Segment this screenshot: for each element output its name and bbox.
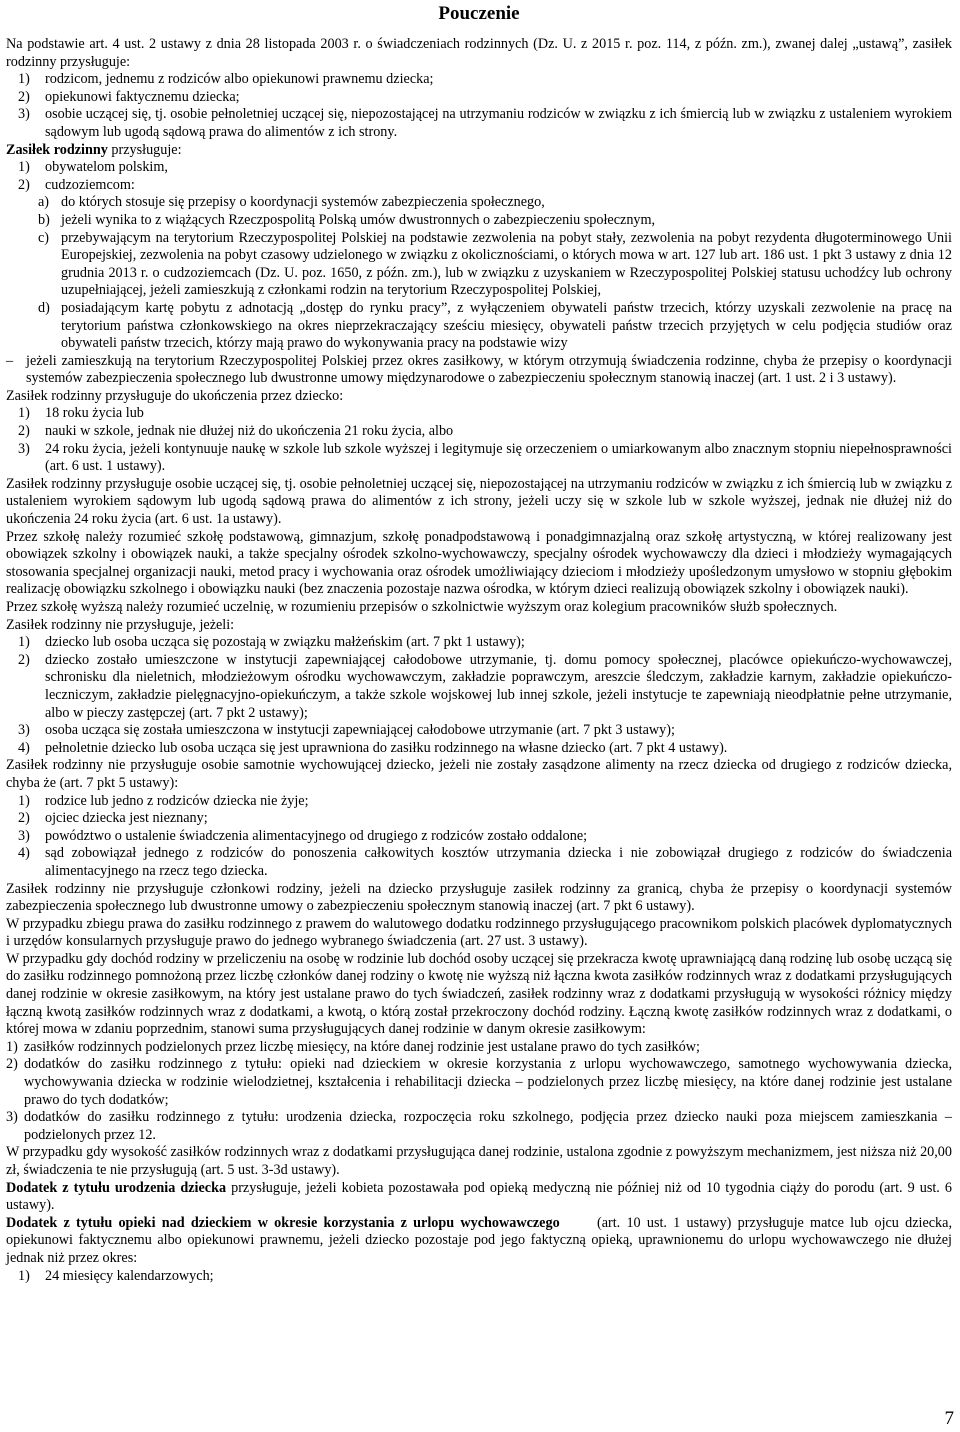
list-item-text: zasiłków rodzinnych podzielonych przez liczbę miesięcy, na które danej rodzinie jest ustalane prawo do tych zasiłków; <box>24 1038 700 1055</box>
list-item <box>6 423 952 441</box>
list-item-text: dodatków do zasiłku rodzinnego z tytułu: opieki nad dzieckiem w okresie korzystania z urlopu wychowawczego, samotnego wychowywania dziecka, wychowywania dziecka w rodzinie wielodzietnej, kształcenia i rehabilitacji dziecka – podzielonych przez liczbę miesięcy, na które danej rodzinie jest ustalane prawo do tych dodatków; <box>24 1056 952 1108</box>
list-item-text: dodatków do zasiłku rodzinnego z tytułu: urodzenia dziecka, rozpoczęcia roku szkolnego, podjęcia przez dziecko nauki poza miejscem zamieszkania – podzielonych przez 12. <box>24 1109 952 1143</box>
list-item-text: przebywającym na terytorium Rzeczypospolitej Polskiej na podstawie zezwolenia na pobyt stały, zezwolenia na pobyt rezydenta długoterminowego Unii Europejskiej, zezwolenia na pobyt czasowy udzielonego w związku z okolicznościami, o których mowa w art. 127 lub art. 186 ust. 1 pkt 3 ustawy z dnia 12 grudnia 2013 r. o cudzoziemcach (Dz. U. poz. 1650, z późn. zm.), lub w związku z uzyskaniem w Rzeczypospolitej Polskiej statusu uchodźcy lub ochrony uzupełniającej, jeżeli zamieszkują z członkami rodzin na terytorium Rzeczypospolitej Polskiej, <box>61 229 952 299</box>
dash-text: jeżeli zamieszkują na terytorium Rzeczypospolitej Polskiej przez okres zasiłkowy, w którym otrzymują świadczenia rodzinne, chyba że przepisy o koordynacji systemów zabezpieczenia społecznego lub dwustronne umowy międzynarodowe o zabezpieczeniu społecznym stanowią inaczej (art. 1 ust. 2 i 3 ustawy). <box>26 352 952 387</box>
list-item-text: jeżeli wynika to z wiążących Rzeczpospolitą Polską umów dwustronnych o zabezpieczeniu społecznym, <box>61 211 656 228</box>
paragraph-minimum-amount: W przypadku gdy wysokość zasiłków rodzinnych wraz z dodatkami przysługująca danej rodzinie, ustalona zgodnie z powyższym mechanizmem, jest niższa niż 20,00 zł, świadczenia te nie przysługują (art. 5 ust. 3-3d ustawy). <box>6 1144 952 1178</box>
list-item <box>6 634 952 652</box>
dash-marker: – <box>6 352 14 369</box>
list-item <box>6 106 952 141</box>
list-item <box>6 300 952 353</box>
list-item-number: 4) <box>18 845 30 862</box>
list-item <box>6 722 952 740</box>
paragraph-single-parent: Zasiłek rodzinny nie przysługuje osobie samotnie wychowującej dziecko, jeżeli nie zostały zasądzone alimenty na rzecz dziecka od drugiego z rodziców dziecka, chyba że (art. 7 pkt 5 ustawy): <box>6 757 952 791</box>
dash-item <box>6 353 952 388</box>
list-item <box>6 1109 952 1144</box>
list-item <box>6 740 952 758</box>
list-item <box>6 71 952 89</box>
list-item <box>6 177 952 195</box>
paragraph-eligibility <box>6 142 952 160</box>
list-leave-period <box>6 1268 952 1286</box>
paragraph-abroad: Zasiłek rodzinny nie przysługuje członkowi rodziny, jeżeli na dziecko przysługuje zasiłek rodzinny za granicą, chyba że przepisy o koordynacji systemów zabezpieczenia społecznego lub dwustronne umowy o zabezpieczeniu społecznym stanowią inaczej (art. 7 pkt 6 ustawy). <box>6 880 952 915</box>
paragraph-exclusions: Zasiłek rodzinny nie przysługuje, jeżeli: <box>6 616 235 633</box>
list-item <box>6 1056 952 1109</box>
list-item-text: dziecko zostało umieszczone w instytucji zapewniającej całodobowe utrzymanie, tj. domu pomocy społecznej, placówce opiekuńczo-wychowawczej, schronisku dla nieletnich, młodzieżowym ośrodku wychowawczym, zakładzie poprawczym, areszcie śledczym, zakładzie karnym, zakładzie opiekuńczo-leczniczym, zakładzie pielęgnacyjno-opiekuńczym, a także szkole wojskowej lub innej szkole, jeżeli instytucje te zapewniają nieodpłatnie pełne utrzymanie, albo w pieczy zastępczej (art. 7 pkt 2 ustawy); <box>45 651 952 721</box>
list-item-number: 1) <box>18 71 30 88</box>
list-item-text: cudzoziemcom: <box>45 176 135 193</box>
intro-paragraph: Na podstawie art. 4 ust. 2 ustawy z dnia 28 listopada 2003 r. o świadczeniach rodzinnych (Dz. U. z 2015 r. poz. 114, z późn. zm.), zwanej dalej „ustawą”, zasiłek rodzinny przysługuje: <box>6 36 952 70</box>
paragraph-text: (art. 10 ust. 1 ustawy) przysługuje matce lub ojcu dziecka, opiekunowi faktycznemu albo opiekunowi prawnemu, jeżeli dziecko pozostaje pod jego faktyczną opieką, uprawnionemu do urlopu wychowawczego nie dłużej jednak niż przez okres: <box>6 1214 956 1266</box>
paragraph-birth-allowance <box>6 1180 952 1215</box>
list-item <box>6 230 952 300</box>
list-item <box>6 1268 952 1286</box>
list-item-text: powództwo o ustalenie świadczenia alimentacyjnego od drugiego z rodziców zostało oddalone; <box>45 827 588 844</box>
list-item-number: 2) <box>18 88 30 105</box>
list-item-number: 3) <box>18 722 30 739</box>
list-item-number: b) <box>38 211 50 228</box>
list-item-text: dziecko lub osoba ucząca się pozostają w związku małżeńskim (art. 7 pkt 1 ustawy); <box>45 634 525 651</box>
list-item <box>6 405 952 423</box>
list-item <box>6 828 952 846</box>
list-item-text: 24 roku życia, jeżeli kontynuuje naukę w szkole lub szkole wyższej i legitymuje się orzeczeniem o umiarkowanym albo znacznym stopniu niepełnosprawności (art. 6 ust. 1 ustawy). <box>45 440 952 475</box>
list-item <box>6 845 952 880</box>
list-item-number: 1) <box>18 1267 30 1284</box>
list-item-number: 3) <box>6 1109 18 1126</box>
list-item-text: pełnoletnie dziecko lub osoba ucząca się jest uprawniona do zasiłku rodzinnego na własne dziecko (art. 7 pkt 4 ustawy). <box>45 739 728 756</box>
list-item-number: 1) <box>6 1038 18 1055</box>
list-item-text: sąd zobowiązał jednego z rodziców do ponoszenia całkowitych kosztów utrzymania dziecka i nie zobowiązał drugiego z rodziców do świadczenia alimentacyjnego na rzecz tego dziecka. <box>45 845 952 879</box>
paragraph-text: przysługuje: <box>107 141 182 158</box>
list-foreigners <box>6 194 952 352</box>
list-item-number: c) <box>38 229 50 246</box>
list-item-number: 2) <box>18 651 30 668</box>
list-item <box>6 159 952 177</box>
bold-lead: Dodatek z tytułu urodzenia dziecka <box>6 1179 227 1196</box>
list-item <box>6 652 952 722</box>
list-item <box>6 793 952 811</box>
list-item-number: 3) <box>18 440 30 457</box>
list-item-number: 4) <box>18 739 30 756</box>
list-item <box>6 194 952 212</box>
list-item <box>6 441 952 476</box>
list-item-text: 24 miesięcy kalendarzowych; <box>45 1267 214 1284</box>
list-item-text: nauki w szkole, jednak nie dłużej niż do ukończenia 21 roku życia, albo <box>45 423 454 440</box>
paragraph-diplomatic: W przypadku zbiegu prawa do zasiłku rodzinnego z prawem do walutowego dodatku rodzinnego przysługującego pracownikom polskich placówek dyplomatycznych i urzędów konsularnych przysługuje prawo do jednego wybranego świadczenia (art. 27 ust. 3 ustawy). <box>6 915 952 950</box>
list-item-text: do których stosuje się przepisy o koordynacji systemów zabezpieczenia społecznego, <box>61 194 545 211</box>
list-item-number: 2) <box>18 423 30 440</box>
list-total-amount <box>6 1039 952 1145</box>
list-item <box>6 89 952 107</box>
paragraph-school-definition: Przez szkołę należy rozumieć szkołę podstawową, gimnazjum, szkołę ponadpodstawową i ponadgimnazjalną oraz szkołę artystyczną, w której realizowany jest obowiązek szkolny i obowiązek nauki, a także specjalny ośrodek szkolno-wychowawczy, specjalny ośrodek wychowawczy dla dzieci i młodzieży wymagających stosowania specjalnej organizacji nauki, metod pracy i wychowania oraz ośrodek umożliwiający dzieciom i młodzieży upośledzonym umysłowo w stopniu głębokim realizację obowiązku szkolnego i obowiązku nauki (bez znaczenia pozostaje nazwa ośrodka, w którym dzieci realizują obowiązek szkolny i obowiązek nauki). <box>6 528 952 598</box>
list-exclusions <box>6 634 952 757</box>
list-item-number: a) <box>38 194 50 211</box>
bold-lead: Zasiłek rodzinny <box>6 141 108 158</box>
list-item-number: 2) <box>18 176 30 193</box>
list-item-number: 3) <box>18 106 30 123</box>
list-item-number: d) <box>38 299 50 316</box>
list-item-text: osobie uczącej się, tj. osobie pełnoletniej uczącej się, niepozostającej na utrzymaniu rodziców w związku z ich śmiercią lub w związku z ustaleniem wyrokiem sądowym lub ugodą sądową prawa do alimentów z ich strony. <box>45 106 952 140</box>
page-number: 7 <box>944 1408 954 1429</box>
paragraph-text: przysługuje, jeżeli kobieta pozostawała pod opieką medyczną nie później niż od 10 tygodnia ciąży do porodu (art. 9 ust. 6 ustawy). <box>6 1179 952 1214</box>
list-item <box>6 212 952 230</box>
paragraph-income-excess: W przypadku gdy dochód rodziny w przeliczeniu na osobę w rodzinie lub dochód osoby uczącej się przekracza kwotę uprawniającą daną rodzinę lub osobę uczącą się do zasiłku rodzinnego pomnożoną przez liczbę członków danej rodziny o kwotę nie wyższą niż łączna kwota zasiłków rodzinnych wraz z dodatkami przysługujących danej rodzinie w okresie zasiłkowym, na który jest ustalane prawo do tych świadczeń, zasiłek rodzinny wraz z dodatkami przysługują w wysokości różnicy między łączną kwotą zasiłków rodzinnych wraz z dodatkami, a kwotą, o którą został przekroczony dochód rodziny. Łączną kwotę zasiłków rodzinnych wraz z dodatkami, o której mowa w zdaniu poprzednim, stanowi suma przysługujących danej rodzinie w danym okresie zasiłkowym: <box>6 950 952 1038</box>
list-item-number: 1) <box>18 405 30 422</box>
list-item-number: 1) <box>18 792 30 809</box>
list-item-text: osoba ucząca się została umieszczona w instytucji zapewniającej całodobowe utrzymanie (art. 7 pkt 3 ustawy); <box>45 722 675 739</box>
list-item-text: opiekunowi faktycznemu dziecka; <box>45 88 240 105</box>
paragraph-learning-person: Zasiłek rodzinny przysługuje osobie uczącej się, tj. osobie pełnoletniej uczącej się, niepozostającej na utrzymaniu rodziców w związku z ich śmiercią lub w związku z ustaleniem wyrokiem sądowym lub ugodą sądową prawa do alimentów z ich strony, jeżeli uczy się w szkole lub w szkole wyższej, jednak nie dłużej niż do ukończenia 24 roku życia (art. 6 ust. 1a ustawy). <box>6 475 952 528</box>
list-item-text: rodzicom, jednemu z rodziców albo opiekunowi prawnemu dziecka; <box>45 71 434 88</box>
list-age-limits <box>6 405 952 475</box>
list-item-number: 1) <box>18 159 30 176</box>
list-item-number: 2) <box>6 1056 18 1073</box>
list-item-number: 3) <box>18 827 30 844</box>
paragraph-university-definition: Przez szkołę wyższą należy rozumieć uczelnię, w rozumieniu przepisów o szkolnictwie wyższym oraz kolegium pracowników służb społecznych. <box>6 599 838 615</box>
list-item-number: 1) <box>18 634 30 651</box>
paragraph-parental-leave-allowance <box>6 1214 956 1268</box>
list-item-text: obywatelom polskim, <box>45 159 168 176</box>
list-eligible-persons <box>6 71 952 141</box>
list-item-text: posiadającym kartę pobytu z adnotacją „dostęp do rynku pracy”, z wyłączeniem obywateli państw trzecich, którzy uzyskali zezwolenie na pracę na terytorium państwa członkowskiego na okres nieprzekraczający sześciu miesięcy, obywateli państw trzecich przyjętych w celu podjęcia studiów oraz obywateli państw trzecich, którzy mają prawo do wykonywania pracy na podstawie wizy <box>61 299 952 352</box>
list-item-text: ojciec dziecka jest nieznany; <box>45 810 208 827</box>
list-item-number: 2) <box>18 810 30 827</box>
document-title: Pouczenie <box>438 3 520 24</box>
list-item-text: 18 roku życia lub <box>45 405 144 422</box>
list-item <box>6 810 952 828</box>
list-item-text: rodzice lub jedno z rodziców dziecka nie żyje; <box>45 792 309 809</box>
list-citizenship <box>6 159 952 194</box>
paragraph-age-limit: Zasiłek rodzinny przysługuje do ukończenia przez dziecko: <box>6 387 344 404</box>
list-single-parent-exceptions <box>6 793 952 881</box>
list-item <box>6 1039 952 1057</box>
bold-lead: Dodatek z tytułu opieki nad dzieckiem w okresie korzystania z urlopu wychowawczego <box>6 1214 560 1231</box>
